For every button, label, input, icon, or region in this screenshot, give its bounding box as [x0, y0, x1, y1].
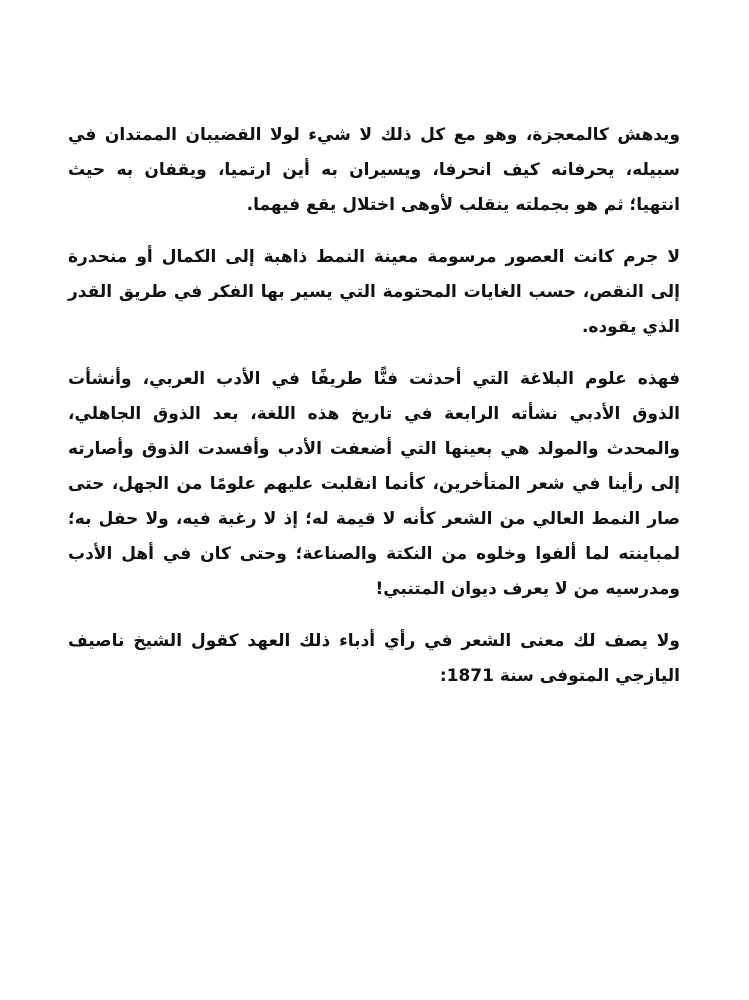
paragraph-2: لا جرم كانت العصور مرسومة معينة النمط ذاهبة إلى الكمال أو منحدرة إلى النقص، حسب الغايات المحتومة التي يسير بها الفكر في طريق القدر الذي يقوده. — [68, 247, 680, 337]
paragraph-4: ولا يصف لك معنى الشعر في رأي أدباء ذلك العهد كقول الشيخ ناصيف اليازجي المتوفى سنة 1871: — [68, 631, 680, 686]
paragraph-3: فهذه علوم البلاغة التي أحدثت فنًّا طريفًا في الأدب العربي، وأنشأت الذوق الأدبي نشأته الرابعة في تاريخ هذه اللغة، بعد الذوق الجاهلي، والمحدث والمولد هي بعينها التي أضعفت الأدب وأفسدت الذوق وأصارته إلى رأينا في شعر المتأخرين، كأنما انقلبت عليهم علومًا من الجهل، حتى صار النمط العالي من الشعر كأنه لا قيمة له؛ إذ لا رغبة فيه، ولا حفل به؛ لمباينته لما ألفوا وخلوه من النكتة والصناعة؛ وحتى كان في أهل الأدب ومدرسيه من لا يعرف ديوان المتنبي! — [68, 369, 680, 599]
paragraph-1: ويدهش كالمعجزة، وهو مع كل ذلك لا شيء لولا القضيبان الممتدان في سبيله، يحرفانه كيف انحرفا، ويسيران به أين ارتميا، ويقفان به حيث انتهيا؛ ثم هو بجملته ينقلب لأوهى اختلال يقع فيهما. — [68, 125, 680, 215]
document-body — [68, 118, 680, 711]
